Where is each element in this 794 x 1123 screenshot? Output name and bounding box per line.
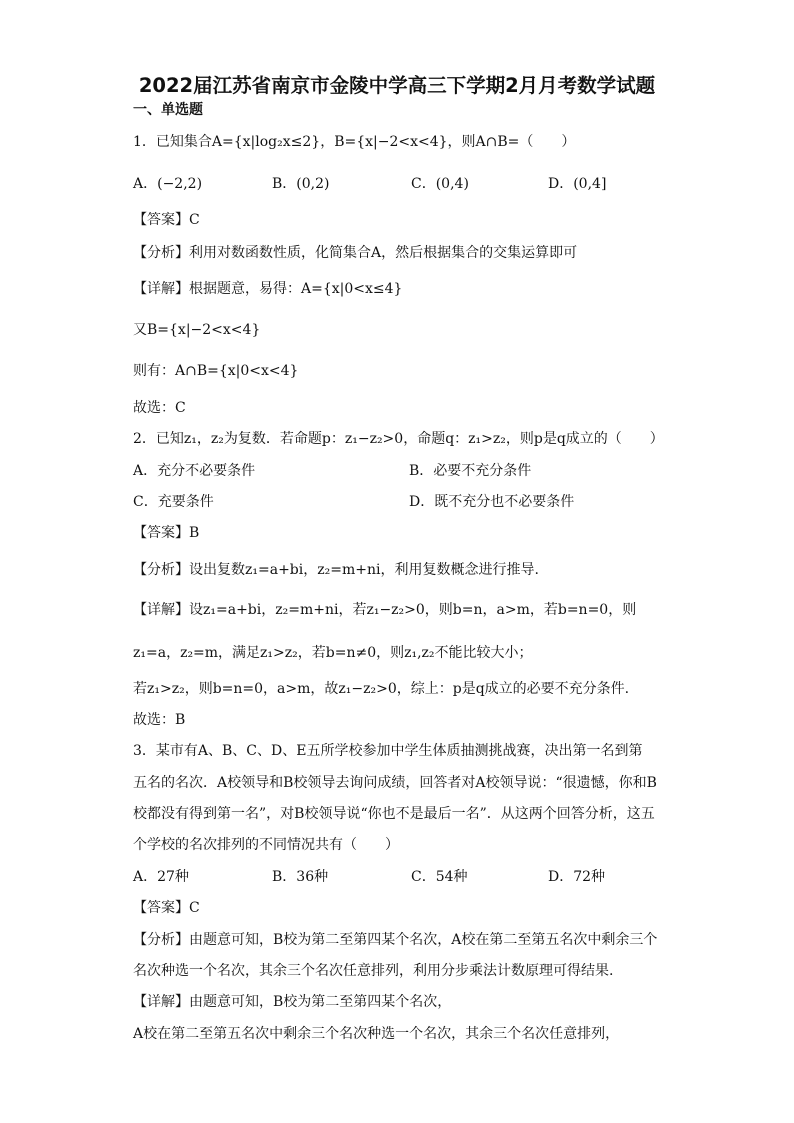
q1-answer: 【答案】C [133, 212, 200, 228]
q3-detail: 【详解】由题意可知，B校为第二至第四某个名次， [133, 994, 452, 1010]
q1-option-d: D．(0,4] [548, 176, 607, 192]
q1-conclusion: 故选：C [133, 400, 186, 416]
q1-detail: 【详解】根据题意，易得：A={x|0<x≤4} [133, 281, 403, 297]
q1-detail-line: 又B={x|−2<x<4} [133, 322, 261, 338]
q2-detail-line: z₁=a，z₂=m，满足z₁>z₂，若b=n≠0，则z₁,z₂不能比较大小； [133, 645, 533, 661]
q3-option-b: B．36种 [272, 869, 329, 885]
q3-analysis-line: 【分析】由题意可知，B校为第二至第四某个名次，A校在第二至第五名次中剩余三个 [133, 932, 658, 948]
q1-analysis: 【分析】利用对数函数性质，化简集合A，然后根据集合的交集运算即可 [133, 245, 578, 261]
q2-option-b: B．必要不充分条件 [409, 463, 532, 479]
q3-option-d: D．72种 [548, 869, 606, 885]
q2-stem: 2．已知z₁，z₂为复数．若命题p：z₁−z₂>0，命题q：z₁>z₂，则p是q成立的（ ） [133, 431, 664, 447]
q3-stem-line: 校都没有得到第一名”，对B校领导说“你也不是最后一名”．从这两个回答分析，这五 [133, 806, 655, 822]
q1-option-a: A．(−2,2) [133, 176, 203, 192]
q3-stem-line: 3．某市有A、B、C、D、E五所学校参加中学生体质抽测挑战赛，决出第一名到第 [133, 743, 643, 759]
q1-detail-line: 则有：A∩B={x|0<x<4} [133, 363, 299, 379]
q1-stem: 1．已知集合A={x|log₂x≤2}，B={x|−2<x<4}，则A∩B=（ ） [133, 134, 576, 150]
section-heading: 一、单选题 [133, 102, 203, 118]
q2-option-d: D．既不充分也不必要条件 [409, 494, 575, 510]
q3-option-a: A．27种 [133, 869, 189, 885]
q3-answer: 【答案】C [133, 900, 200, 916]
q3-stem-line: 五名的名次．A校领导和B校领导去询问成绩，回答者对A校领导说：“很遗憾，你和B [133, 775, 657, 791]
q2-detail-line: 若z₁>z₂，则b=n=0，a>m，故z₁−z₂>0，综上：p是q成立的必要不充分条件. [133, 681, 630, 697]
q3-analysis-line: 名次种选一个名次，其余三个名次任意排列，利用分步乘法计数原理可得结果. [133, 963, 614, 979]
q3-stem-line: 个学校的名次排列的不同情况共有（ ） [133, 837, 399, 853]
q1-option-c: C．(0,4) [411, 176, 469, 192]
q3-detail-line: A校在第二至第五名次中剩余三个名次种选一个名次，其余三个名次任意排列， [133, 1026, 620, 1042]
q1-option-b: B．(0,2) [272, 176, 330, 192]
q2-answer: 【答案】B [133, 525, 200, 541]
page-title: 2022届江苏省南京市金陵中学高三下学期2月月考数学试题 [138, 74, 656, 97]
q2-detail: 【详解】设z₁=a+bi，z₂=m+ni，若z₁−z₂>0，则b=n，a>m，若b=n=0，则 [133, 602, 637, 618]
q2-option-c: C．充要条件 [133, 494, 214, 510]
q2-conclusion: 故选：B [133, 712, 186, 728]
q2-analysis: 【分析】设出复数z₁=a+bi，z₂=m+ni，利用复数概念进行推导. [133, 562, 539, 578]
q2-option-a: A．充分不必要条件 [133, 463, 256, 479]
q3-option-c: C．54种 [411, 869, 468, 885]
